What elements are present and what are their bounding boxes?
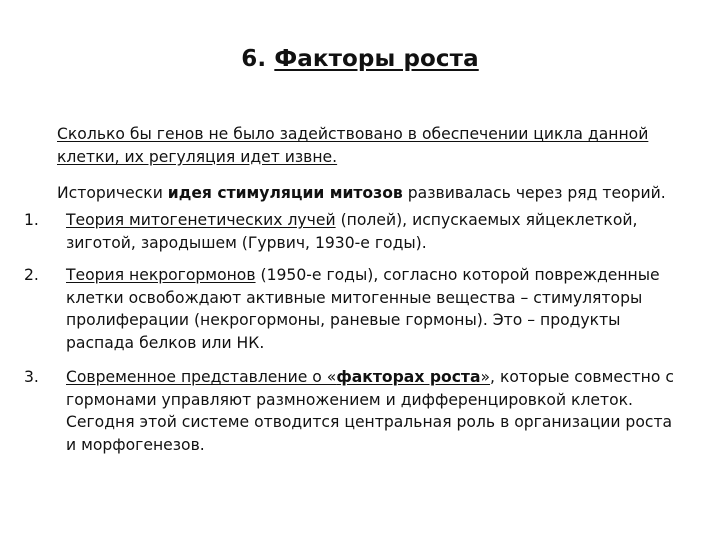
theory-number: 1. <box>24 211 39 229</box>
history-text-after: развивалась через ряд теорий. <box>402 184 666 202</box>
theory-name: Теория митогенетических лучей <box>66 211 336 229</box>
theory-number: 3. <box>24 368 39 386</box>
theory-description: (1950-е годы), согласно которой поврежденные клетки освобождают активные митогенные вещества – стимуляторы пролиферации (некрогормоны, раневые гормоны). Это – продукты распада белков или НК. <box>66 266 660 352</box>
theory-name: Теория некрогормонов <box>66 266 256 284</box>
theory-item-2 <box>24 264 684 354</box>
theory-name-after: » <box>480 368 491 386</box>
history-text-before: Исторически <box>57 184 168 202</box>
theory-item-3 <box>24 366 684 456</box>
slide-title-text: Факторы роста <box>274 46 479 72</box>
intro-text: Сколько бы генов не было задействовано в обеспечении цикла данной клетки, их регуляция идет извне. <box>57 125 649 166</box>
intro-paragraph <box>57 123 687 168</box>
history-text-bold: идея стимуляции митозов <box>167 184 403 202</box>
theory-name-before: Современное представление о « <box>66 368 337 386</box>
history-paragraph <box>57 182 687 205</box>
theory-item-1 <box>24 209 684 254</box>
theory-description: (полей), испускаемых яйцеклеткой, зиготой, зародышем (Гурвич, 1930-е годы). <box>66 211 638 252</box>
theory-description: , которые совместно с гормонами управляют размножением и дифференцировкой клеток. Сегодня этой системе отводится центральная роль в организации роста и морфогенезов. <box>66 368 674 454</box>
theory-name-bold: факторах роста <box>336 368 481 386</box>
slide-title-number: 6. <box>241 46 267 72</box>
theory-number: 2. <box>24 266 39 284</box>
slide-title <box>0 46 720 72</box>
